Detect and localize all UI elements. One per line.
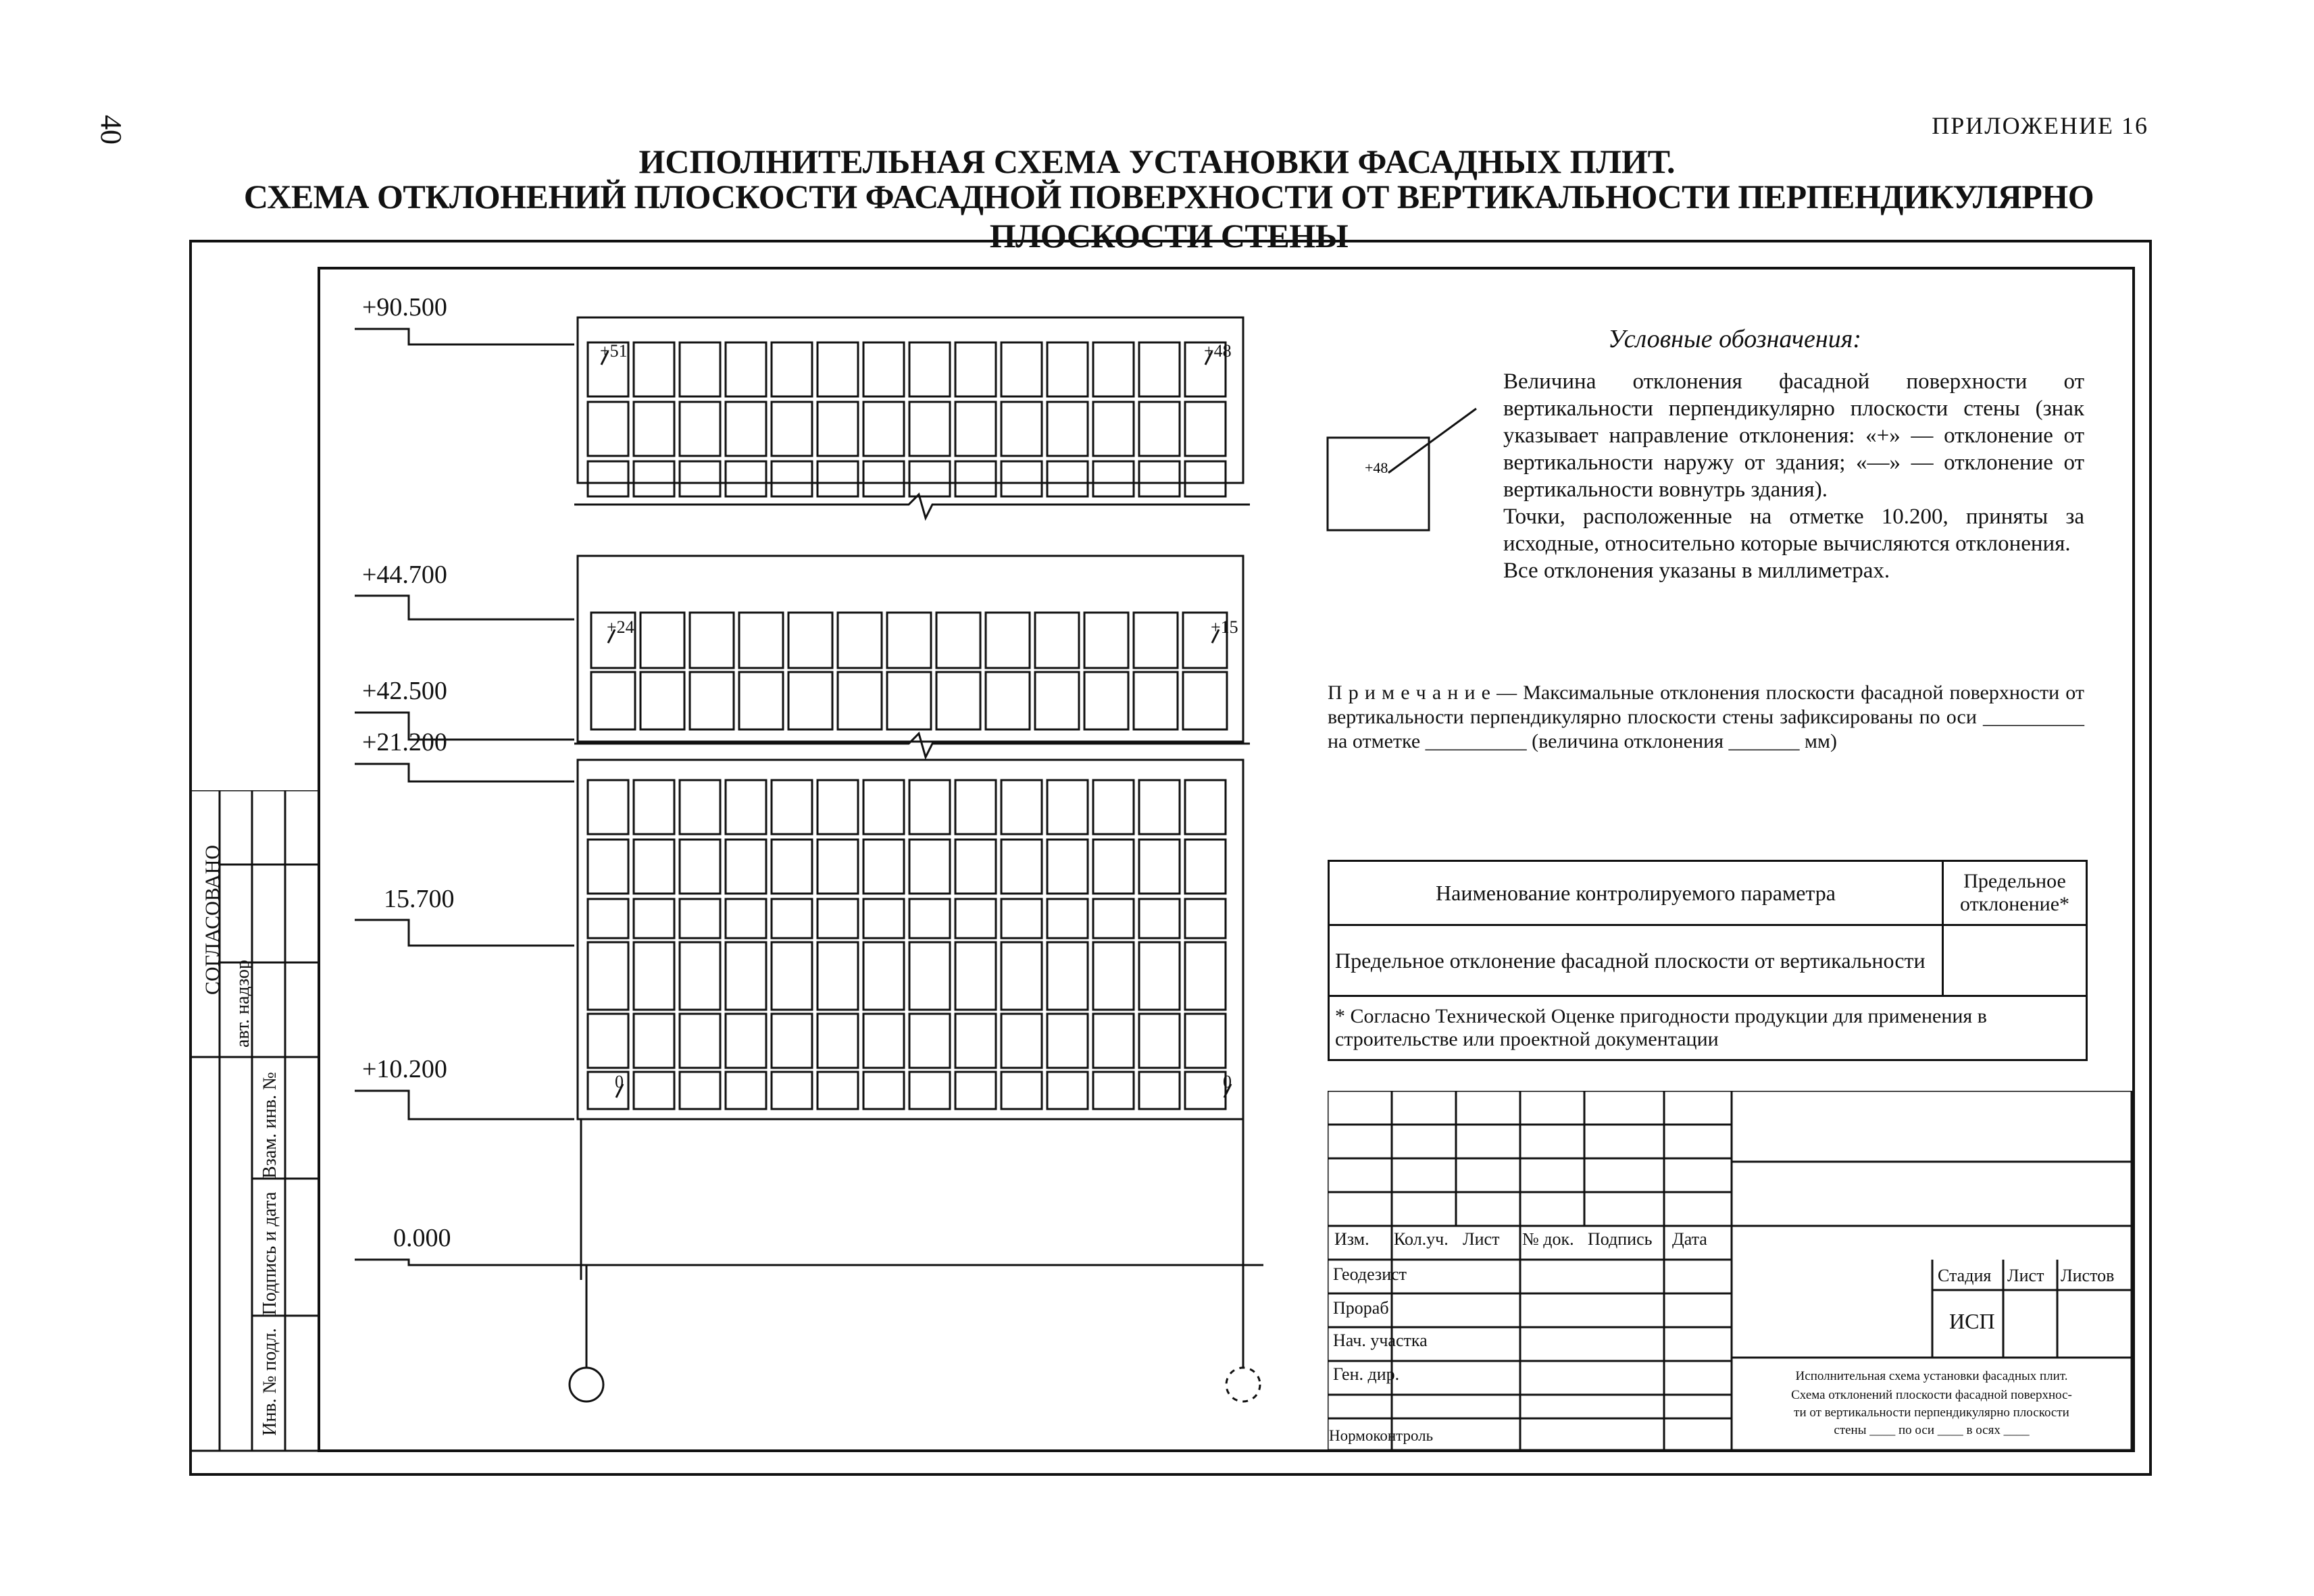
title-line-1: ИСПОЛНИТЕЛЬНАЯ СХЕМА УСТАНОВКИ ФАСАДНЫХ ПЛИТ. bbox=[638, 143, 1676, 180]
facade-panel bbox=[909, 1014, 950, 1068]
stamp-title-line: стены ____ по оси ____ в осях ____ bbox=[1834, 1423, 2030, 1437]
facade-panel bbox=[1035, 672, 1079, 729]
facade-panel bbox=[739, 672, 783, 729]
stamp-stage-header: Стадия bbox=[1938, 1266, 1992, 1285]
facade-panel bbox=[1047, 840, 1088, 894]
axis-marker bbox=[1226, 1368, 1260, 1401]
facade-panel bbox=[1047, 402, 1088, 456]
facade-panel bbox=[690, 672, 734, 729]
facade-panel bbox=[1139, 402, 1180, 456]
note-text: П р и м е ч а н и е — Максимальные отклонения плоскости фасадной поверхности от вертикальности перпендикулярно плоскости стены зафиксированы по оси __________ на отметке __________ (величина отклонения _______ мм) bbox=[1328, 681, 2084, 752]
facade-panel bbox=[634, 899, 674, 938]
facade-panel bbox=[680, 1072, 720, 1109]
facade-panel bbox=[863, 780, 904, 834]
facade-panel bbox=[588, 780, 628, 834]
facade-panel bbox=[726, 1014, 766, 1068]
facade-panel bbox=[640, 613, 684, 668]
facade-panel bbox=[863, 899, 904, 938]
elevation-leader bbox=[355, 764, 574, 781]
facade-panel bbox=[1139, 942, 1180, 1010]
supervision-label: авт. надзор bbox=[232, 960, 253, 1048]
stamp-role: Нормоконтроль bbox=[1329, 1427, 1434, 1444]
facade-panel bbox=[887, 613, 931, 668]
facade-panel bbox=[863, 840, 904, 894]
facade-panel bbox=[680, 461, 720, 496]
facade-panel bbox=[1139, 1014, 1180, 1068]
facade-panel bbox=[1139, 780, 1180, 834]
elevation-label: +10.200 bbox=[362, 1055, 447, 1083]
facade-panel bbox=[1047, 942, 1088, 1010]
facade-panel bbox=[772, 840, 812, 894]
facade-panel bbox=[588, 840, 628, 894]
inv-replace-label: Взам. инв. № bbox=[259, 1072, 280, 1179]
facade-panel bbox=[680, 942, 720, 1010]
facade-drawing bbox=[318, 267, 1331, 1452]
facade-panel bbox=[726, 942, 766, 1010]
facade-panel bbox=[1047, 780, 1088, 834]
facade-panel bbox=[818, 780, 858, 834]
facade-panel bbox=[986, 672, 1030, 729]
facade-panel bbox=[788, 672, 832, 729]
stamp-column-label: Изм. bbox=[1334, 1229, 1369, 1249]
facade-panel bbox=[772, 402, 812, 456]
facade-panel bbox=[1001, 342, 1042, 396]
inv-orig-label: Инв. № подл. bbox=[259, 1328, 280, 1436]
stamp-role: Прораб bbox=[1333, 1298, 1389, 1318]
facade-panel bbox=[772, 780, 812, 834]
stamp-stage-value: ИСП bbox=[1949, 1309, 1995, 1333]
title-line-2: СХЕМА ОТКЛОНЕНИЙ ПЛОСКОСТИ ФАСАДНОЙ ПОВЕРХНОСТИ ОТ ВЕРТИКАЛЬНОСТИ ПЕРПЕНДИКУЛЯРНО ПЛОСКОСТИ СТЕНЫ bbox=[243, 178, 2094, 255]
facade-panel bbox=[1093, 1072, 1134, 1109]
facade-panel bbox=[863, 342, 904, 396]
elevation-label: +21.200 bbox=[362, 728, 447, 756]
elevation-label: +42.500 bbox=[362, 677, 447, 705]
facade-panel bbox=[1185, 1072, 1226, 1109]
facade-panel bbox=[1185, 899, 1226, 938]
facade-panel bbox=[909, 1072, 950, 1109]
facade-panel bbox=[726, 780, 766, 834]
facade-panel bbox=[726, 899, 766, 938]
facade-panel bbox=[863, 1072, 904, 1109]
facade-panel bbox=[1183, 672, 1227, 729]
title-block bbox=[1328, 1091, 2135, 1452]
elevation-leader bbox=[355, 920, 574, 946]
facade-panel bbox=[726, 342, 766, 396]
facade-panel bbox=[818, 1014, 858, 1068]
appendix-label: ПРИЛОЖЕНИЕ 16 bbox=[1932, 112, 2148, 139]
facade-panel bbox=[955, 402, 996, 456]
elevation-leader bbox=[355, 1091, 574, 1119]
legend-paragraph: Все отклонения указаны в миллиметрах. bbox=[1503, 559, 1890, 583]
deviation-label: +51 bbox=[600, 341, 628, 361]
facade-panel bbox=[838, 613, 882, 668]
facade-panel bbox=[863, 402, 904, 456]
deviation-label: 0 bbox=[1223, 1072, 1232, 1091]
facade-panel bbox=[818, 402, 858, 456]
facade-panel bbox=[1001, 899, 1042, 938]
facade-panel bbox=[634, 840, 674, 894]
facade-panel bbox=[1185, 840, 1226, 894]
facade-panel bbox=[588, 942, 628, 1010]
facade-panel bbox=[1139, 1072, 1180, 1109]
elevation-label: +90.500 bbox=[362, 293, 447, 321]
facade-panel bbox=[887, 672, 931, 729]
stamp-role: Нач. участка bbox=[1333, 1331, 1428, 1350]
facade-panel bbox=[1185, 402, 1226, 456]
elevation-label: +44.700 bbox=[362, 561, 447, 589]
facade-panel bbox=[1185, 461, 1226, 496]
param-header-limit: Предельное отклонение* bbox=[1943, 861, 2087, 925]
facade-panel bbox=[955, 342, 996, 396]
facade-panel bbox=[680, 1014, 720, 1068]
facade-panel bbox=[634, 1014, 674, 1068]
facade-panel bbox=[1093, 942, 1134, 1010]
stamp-column-label: № док. bbox=[1522, 1229, 1574, 1249]
parameter-table bbox=[1328, 860, 2088, 1061]
facade-panel bbox=[955, 461, 996, 496]
facade-panel bbox=[772, 899, 812, 938]
facade-panel bbox=[909, 899, 950, 938]
facade-panel bbox=[1001, 1072, 1042, 1109]
facade-panel bbox=[588, 402, 628, 456]
facade-panel bbox=[1001, 461, 1042, 496]
deviation-label: +24 bbox=[607, 617, 634, 637]
facade-panel bbox=[1047, 342, 1088, 396]
facade-panel bbox=[1093, 461, 1134, 496]
facade-panel bbox=[680, 402, 720, 456]
facade-panel bbox=[788, 613, 832, 668]
facade-panel bbox=[772, 1072, 812, 1109]
facade-panel bbox=[863, 1014, 904, 1068]
facade-panel bbox=[634, 1072, 674, 1109]
facade-panel bbox=[1134, 613, 1178, 668]
elevation-label: 0.000 bbox=[393, 1224, 451, 1252]
stamp-sheet-header: Лист bbox=[2007, 1266, 2044, 1285]
facade-panel bbox=[936, 613, 980, 668]
facade-panel bbox=[1139, 899, 1180, 938]
facade-panel bbox=[909, 840, 950, 894]
facade-section bbox=[578, 556, 1243, 742]
facade-panel bbox=[634, 780, 674, 834]
break-line bbox=[574, 494, 1250, 518]
facade-panel bbox=[1047, 899, 1088, 938]
stamp-column-label: Подпись bbox=[1588, 1229, 1653, 1249]
param-row-limit bbox=[1943, 925, 2087, 996]
param-header-name: Наименование контролируемого параметра bbox=[1329, 861, 1943, 925]
facade-panel bbox=[772, 942, 812, 1010]
facade-panel bbox=[726, 461, 766, 496]
facade-panel bbox=[818, 461, 858, 496]
facade-panel bbox=[818, 899, 858, 938]
facade-panel bbox=[909, 461, 950, 496]
param-footnote: * Согласно Технической Оценке пригодности продукции для применения в строительстве или проектной документации bbox=[1329, 996, 2087, 1060]
agreed-label: СОГЛАСОВАНО bbox=[201, 844, 224, 996]
facade-panel bbox=[1093, 899, 1134, 938]
stamp-title-line: ти от вертикальности перпендикулярно плоскости bbox=[1794, 1406, 2069, 1420]
facade-panel bbox=[986, 613, 1030, 668]
facade-panel bbox=[1001, 402, 1042, 456]
facade-panel bbox=[955, 899, 996, 938]
facade-panel bbox=[863, 942, 904, 1010]
facade-panel bbox=[955, 780, 996, 834]
legend-text bbox=[1503, 368, 2084, 584]
stamp-role: Геодезист bbox=[1333, 1264, 1407, 1284]
facade-panel bbox=[863, 461, 904, 496]
facade-panel bbox=[818, 1072, 858, 1109]
stamp-title-line: Схема отклонений плоскости фасадной поверхнос- bbox=[1791, 1388, 2072, 1402]
facade-panel bbox=[739, 613, 783, 668]
break-line bbox=[574, 733, 1250, 757]
facade-panel bbox=[634, 461, 674, 496]
param-row-name: Предельное отклонение фасадной плоскости от вертикальности bbox=[1329, 925, 1943, 996]
facade-panel bbox=[1093, 1014, 1134, 1068]
stamp-sheets-header: Листов bbox=[2061, 1266, 2115, 1285]
facade-panel bbox=[588, 461, 628, 496]
deviation-label: +48 bbox=[1204, 341, 1232, 361]
facade-panel bbox=[634, 342, 674, 396]
facade-panel bbox=[726, 1072, 766, 1109]
facade-panel bbox=[680, 780, 720, 834]
facade-panel bbox=[1001, 942, 1042, 1010]
facade-panel bbox=[818, 840, 858, 894]
facade-panel bbox=[955, 942, 996, 1010]
facade-panel bbox=[772, 342, 812, 396]
facade-panel bbox=[591, 672, 635, 729]
deviation-label: +15 bbox=[1211, 617, 1238, 637]
facade-panel bbox=[1093, 840, 1134, 894]
axis-marker bbox=[570, 1368, 603, 1401]
facade-panel bbox=[1047, 461, 1088, 496]
facade-panel bbox=[955, 1014, 996, 1068]
facade-panel bbox=[1093, 342, 1134, 396]
facade-panel bbox=[772, 461, 812, 496]
facade-panel bbox=[640, 672, 684, 729]
facade-panel bbox=[680, 899, 720, 938]
facade-panel bbox=[1139, 461, 1180, 496]
sign-date-label: Подпись и дата bbox=[259, 1191, 280, 1316]
facade-panel bbox=[1001, 780, 1042, 834]
facade-panel bbox=[1084, 613, 1128, 668]
legend-sample-value: +48 bbox=[1365, 459, 1388, 476]
facade-panel bbox=[955, 840, 996, 894]
facade-panel bbox=[588, 899, 628, 938]
facade-panel bbox=[680, 342, 720, 396]
stamp-column-label: Лист bbox=[1463, 1229, 1500, 1249]
facade-panel bbox=[726, 840, 766, 894]
facade-panel bbox=[955, 1072, 996, 1109]
facade-panel bbox=[634, 942, 674, 1010]
facade-panel bbox=[1035, 613, 1079, 668]
facade-panel bbox=[909, 780, 950, 834]
facade-panel bbox=[1139, 840, 1180, 894]
stamp-column-label: Дата bbox=[1672, 1229, 1707, 1249]
elevation-leader bbox=[355, 596, 574, 619]
facade-panel bbox=[909, 342, 950, 396]
facade-panel bbox=[1185, 780, 1226, 834]
facade-panel bbox=[1084, 672, 1128, 729]
stamp-role: Ген. дир. bbox=[1333, 1364, 1400, 1384]
facade-panel bbox=[838, 672, 882, 729]
facade-panel bbox=[1134, 672, 1178, 729]
facade-panel bbox=[1047, 1072, 1088, 1109]
facade-panel bbox=[909, 402, 950, 456]
legend-paragraph: Точки, расположенные на отметке 10.200, приняты за исходные, относительно которые вычисляются отклонения. bbox=[1503, 505, 2084, 556]
elevation-label: 15.700 bbox=[384, 885, 455, 913]
stamp-column-label: Кол.уч. bbox=[1394, 1229, 1449, 1249]
facade-panel bbox=[1001, 840, 1042, 894]
facade-panel bbox=[690, 613, 734, 668]
facade-panel bbox=[936, 672, 980, 729]
facade-panel bbox=[726, 402, 766, 456]
elevation-leader bbox=[355, 329, 574, 344]
page-number: 40 bbox=[95, 115, 128, 145]
legend-sample bbox=[1324, 405, 1480, 540]
facade-panel bbox=[818, 942, 858, 1010]
facade-panel bbox=[1047, 1014, 1088, 1068]
facade-panel bbox=[1001, 1014, 1042, 1068]
legend-paragraph: Величина отклонения фасадной поверхности от вертикальности перпендикулярно плоскости стены (знак указывает направление отклонения: «+» — отклонение от вертикальности наружу от здания; «—» — отклонение от вертикальности вовнутрь здания). bbox=[1503, 369, 2084, 502]
facade-panel bbox=[818, 342, 858, 396]
legend-title: Условные обозначения: bbox=[1608, 325, 1862, 353]
facade-panel bbox=[909, 942, 950, 1010]
facade-panel bbox=[1185, 1014, 1226, 1068]
facade-panel bbox=[772, 1014, 812, 1068]
facade-panel bbox=[680, 840, 720, 894]
facade-panel bbox=[634, 402, 674, 456]
facade-panel bbox=[1093, 402, 1134, 456]
deviation-label: 0 bbox=[615, 1072, 624, 1091]
facade-panel bbox=[1139, 342, 1180, 396]
stamp-title-line: Исполнительная схема установки фасадных плит. bbox=[1795, 1369, 2068, 1383]
facade-panel bbox=[1093, 780, 1134, 834]
facade-panel bbox=[588, 1014, 628, 1068]
facade-panel bbox=[1185, 942, 1226, 1010]
